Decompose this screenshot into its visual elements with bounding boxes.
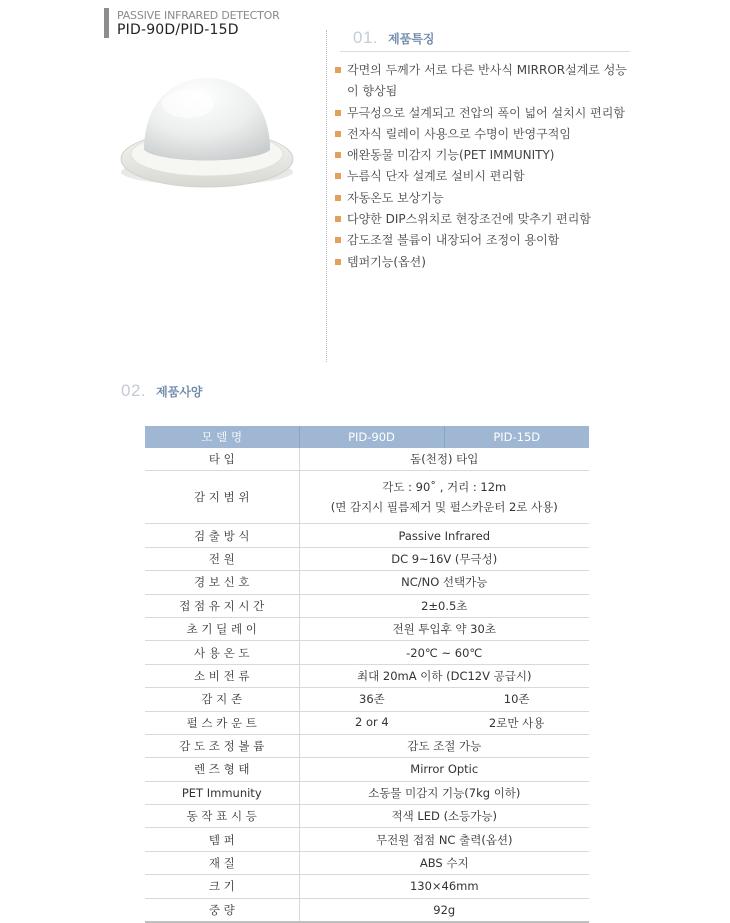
spec-header-row: [145, 426, 589, 448]
spec-header-model-a: PID-90D: [299, 426, 444, 448]
spec-row-type: [145, 448, 589, 471]
feature-item: 전자식 릴레이 사용으로 수명이 반영구적임: [335, 124, 630, 145]
section-divider: [326, 30, 327, 362]
spec-label: 전 원: [145, 547, 299, 570]
spec-table: [145, 426, 589, 923]
spec-value: [299, 688, 589, 711]
spec-label: 펄 스 카 운 트: [145, 711, 299, 734]
spec-row-init: [145, 617, 589, 640]
feature-item: 템퍼기능(옵션): [335, 252, 630, 273]
spec-row-contact: [145, 594, 589, 617]
spec-row-temp: [145, 641, 589, 664]
spec-value: 전원 투입후 약 30초: [299, 617, 589, 640]
feature-item: 감도조절 볼륨이 내장되어 조정이 용이함: [335, 230, 630, 251]
spec-row-pet: [145, 781, 589, 804]
spec-label: 중 량: [145, 898, 299, 922]
square-bullet-icon: [335, 195, 341, 201]
square-bullet-icon: [335, 67, 341, 73]
spec-label: 렌 즈 형 태: [145, 758, 299, 781]
section-title: 제품특징: [388, 32, 435, 46]
product-image: [118, 60, 296, 190]
feature-item: 다양한 DIP스위치로 현장조건에 맞추기 편리함: [335, 209, 630, 230]
spec-label: 감 지 범 위: [145, 471, 299, 524]
spec-row-weight: [145, 898, 589, 922]
spec-value: 적색 LED (소등가능): [299, 805, 589, 828]
spec-label: 검 출 방 식: [145, 524, 299, 547]
feature-list: [335, 60, 630, 273]
section-rule: [340, 51, 630, 52]
header-bar-icon: [104, 8, 109, 38]
spec-label: 타 입: [145, 448, 299, 471]
spec-value-model-b: 10존: [503, 692, 530, 707]
spec-value: 2±0.5초: [299, 594, 589, 617]
spec-header-model-b: PID-15D: [444, 426, 589, 448]
square-bullet-icon: [335, 131, 341, 137]
spec-value: [299, 471, 589, 524]
spec-value: -20℃ ~ 60℃: [299, 641, 589, 664]
feature-item: 무극성으로 설계되고 전압의 폭이 넓어 설치시 편리함: [335, 103, 630, 124]
spec-value-line: 각도 : 90˚ , 거리 : 12m: [382, 480, 507, 495]
spec-label: 초 기 딜 레 이: [145, 617, 299, 640]
spec-label: 재 질: [145, 851, 299, 874]
spec-value: 소동물 미감지 기능(7kg 이하): [299, 781, 589, 804]
spec-value-model-b: 2로만 사용: [488, 715, 545, 730]
square-bullet-icon: [335, 237, 341, 243]
spec-row-size: [145, 875, 589, 898]
section-title: 제품사양: [156, 385, 203, 399]
spec-value: 돔(천정) 타입: [299, 448, 589, 471]
feature-item: 누름식 단자 설계로 설비시 편리함: [335, 166, 630, 187]
spec-row-material: [145, 851, 589, 874]
spec-label: PET Immunity: [145, 781, 299, 804]
spec-row-alarm: [145, 571, 589, 594]
spec-header-label: 모 델 명: [145, 426, 299, 448]
spec-value: 최대 20mA 이하 (DC12V 공급시): [299, 664, 589, 687]
spec-label: 경 보 신 호: [145, 571, 299, 594]
section-number: 01.: [353, 28, 379, 47]
spec-value: Passive Infrared: [299, 524, 589, 547]
spec-label: 크 기: [145, 875, 299, 898]
spec-row-tamper: [145, 828, 589, 851]
spec-label: 감 지 존: [145, 688, 299, 711]
spec-value-model-a: 2 or 4: [355, 714, 389, 729]
spec-value: DC 9~16V (무극성): [299, 547, 589, 570]
spec-value: Mirror Optic: [299, 758, 589, 781]
spec-value: 감도 조절 가능: [299, 734, 589, 757]
spec-value: NC/NO 선택가능: [299, 571, 589, 594]
spec-value: 무전원 접점 NC 출력(옵션): [299, 828, 589, 851]
spec-label: 감 도 조 정 볼 륨: [145, 734, 299, 757]
spec-label: 사 용 온 도: [145, 641, 299, 664]
spec-row-power: [145, 547, 589, 570]
spec-value: 130×46mm: [299, 875, 589, 898]
spec-value: [299, 711, 589, 734]
feature-item: 애완동물 미감지 기능(PET IMMUNITY): [335, 145, 630, 166]
square-bullet-icon: [335, 216, 341, 222]
section-number: 02.: [121, 381, 147, 400]
spec-value-model-a: 36존: [359, 692, 385, 707]
spec-value: 92g: [299, 898, 589, 922]
square-bullet-icon: [335, 259, 341, 265]
spec-label: 동 작 표 시 등: [145, 805, 299, 828]
section-features-header: [353, 28, 435, 48]
product-category: PASSIVE INFRARED DETECTOR: [117, 9, 280, 22]
spec-row-led: [145, 805, 589, 828]
spec-row-range: [145, 471, 589, 524]
square-bullet-icon: [335, 152, 341, 158]
spec-row-detect: [145, 524, 589, 547]
spec-label: 소 비 전 류: [145, 664, 299, 687]
spec-row-lens: [145, 758, 589, 781]
spec-label: 접 점 유 지 시 간: [145, 594, 299, 617]
product-model-title: PID-90D/PID-15D: [117, 22, 239, 38]
square-bullet-icon: [335, 110, 341, 116]
feature-item: 자동온도 보상기능: [335, 188, 630, 209]
feature-item: 각면의 두께가 서로 다른 반사식 MIRROR설계로 성능이 향상됨: [335, 60, 630, 103]
spec-label: 템 퍼: [145, 828, 299, 851]
square-bullet-icon: [335, 173, 341, 179]
section-spec-header: [121, 381, 203, 401]
spec-value: ABS 수지: [299, 851, 589, 874]
spec-row-pulse: [145, 711, 589, 734]
spec-row-current: [145, 664, 589, 687]
spec-row-zone: [145, 688, 589, 711]
spec-value-line: (면 감지시 필름제거 및 펄스카운터 2로 사용): [330, 500, 558, 515]
spec-row-sensitivity: [145, 734, 589, 757]
